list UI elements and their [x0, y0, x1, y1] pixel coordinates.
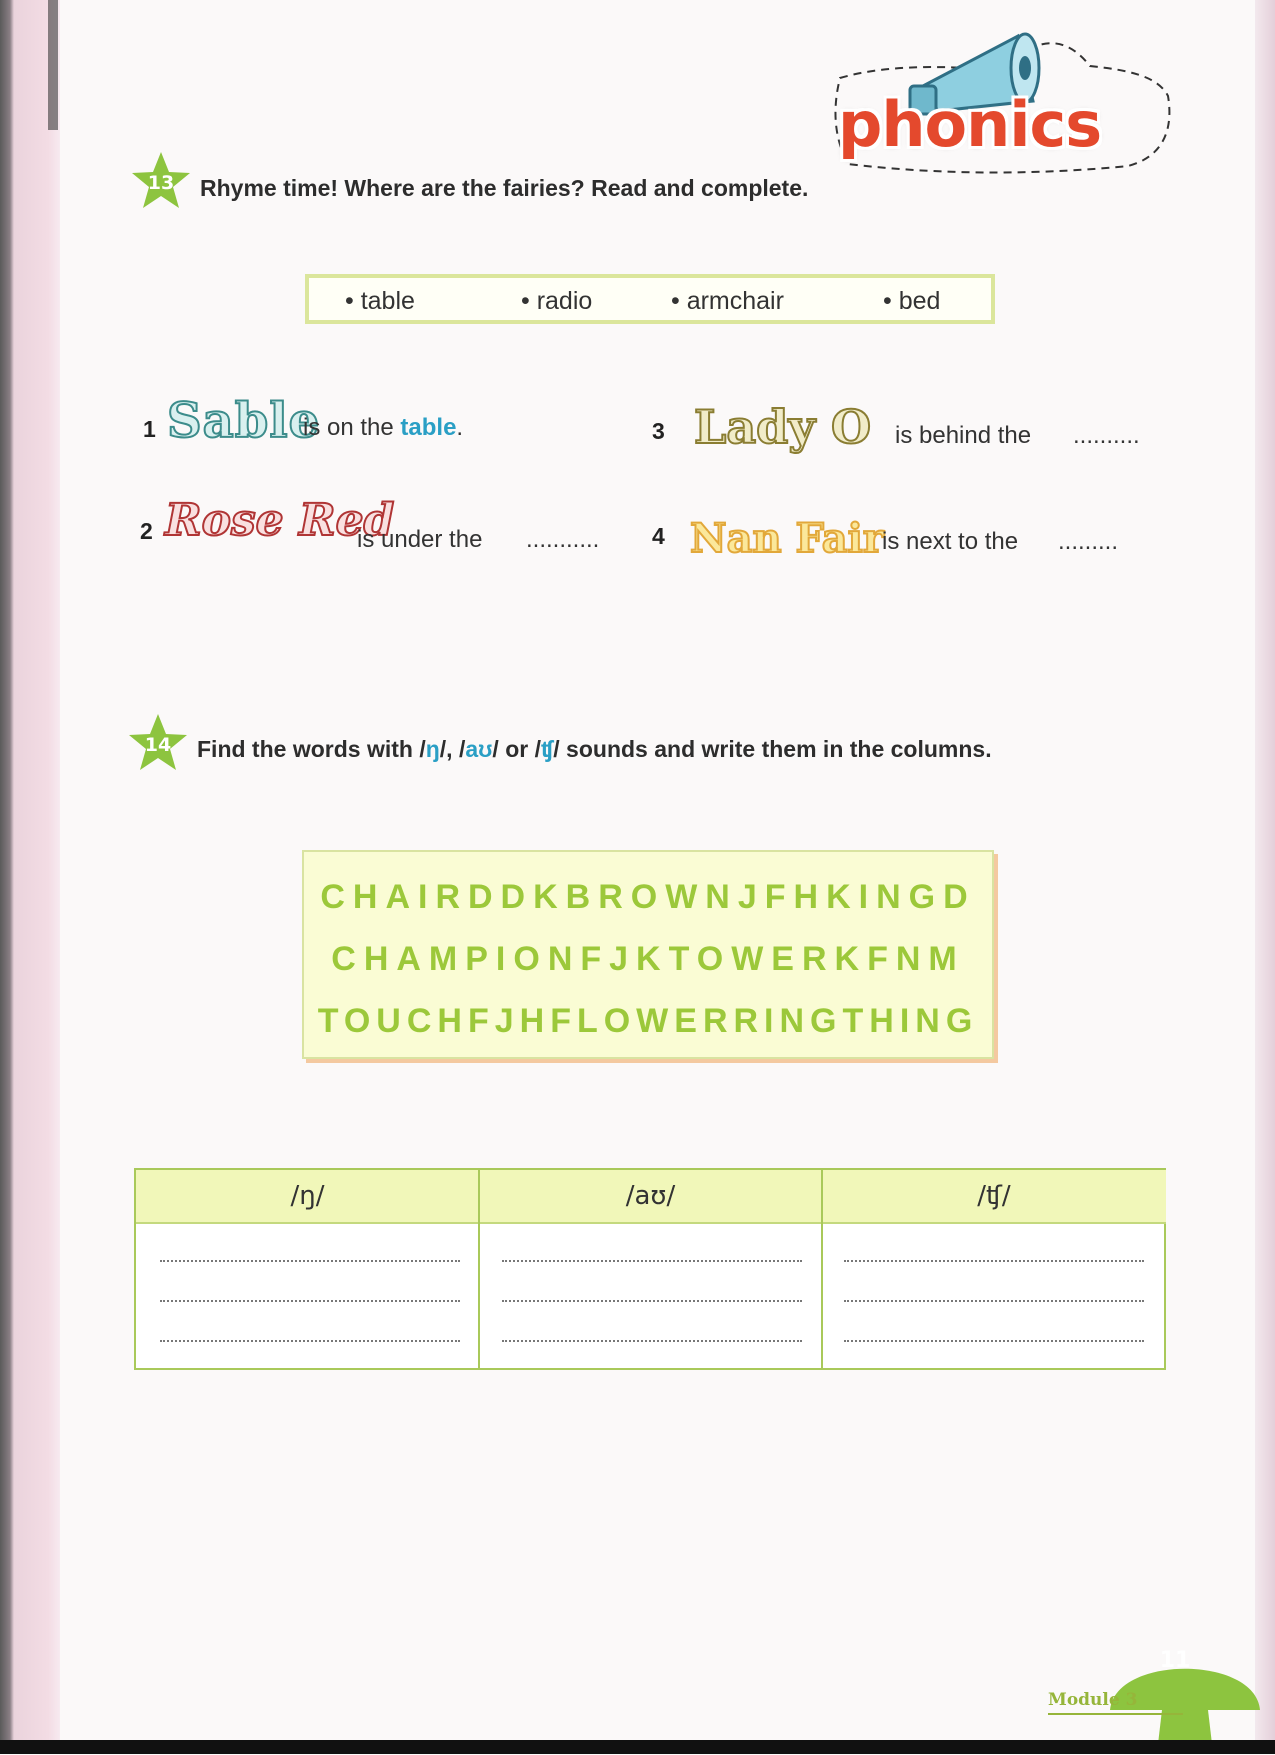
answer-line[interactable] — [160, 1340, 460, 1342]
page-binding-edge — [0, 0, 60, 1754]
answer-line[interactable] — [844, 1340, 1144, 1342]
fairy-name-sable: Sable — [167, 393, 321, 449]
exercise-13-badge: 13 — [130, 150, 192, 212]
fairy-name-rose-red: Rose Red — [165, 495, 395, 546]
answer-blank[interactable]: ......... — [1058, 528, 1119, 555]
sentence-text: is under the — [357, 526, 483, 553]
sentence-text: is next to the — [882, 528, 1019, 555]
sentence-number: 2 — [140, 518, 153, 544]
column-divider — [478, 1170, 480, 1368]
word-box-item: • table — [345, 287, 415, 315]
answer-line[interactable] — [502, 1300, 802, 1302]
sentence-end: . — [456, 414, 464, 441]
sentence-answer: table — [400, 414, 457, 441]
word-search-grid — [302, 850, 994, 1059]
answer-line[interactable] — [502, 1260, 802, 1262]
grid-row: CHAIRDDKBROWNJFHKINGD — [320, 878, 976, 916]
answer-line[interactable] — [844, 1260, 1144, 1262]
module-underline — [1048, 1713, 1183, 1715]
exercise-14-instruction: Find the words with /ŋ/, /aʊ/ or /ʧ/ sounds and write them in the columns. — [197, 736, 992, 762]
phonics-logo-text: phonics — [838, 88, 1102, 161]
grid-row: TOUCHFJHFLOWERRINGTHING — [317, 1002, 979, 1040]
answer-line[interactable] — [160, 1260, 460, 1262]
column-divider — [821, 1170, 823, 1368]
answer-blank[interactable]: .......... — [1073, 422, 1140, 449]
word-box-item: • radio — [521, 287, 593, 315]
sound-columns-table — [134, 1168, 1166, 1370]
page-number: 11 — [1159, 1648, 1191, 1673]
answer-line[interactable] — [502, 1340, 802, 1342]
page-right-edge — [1255, 0, 1275, 1754]
answer-line[interactable] — [160, 1300, 460, 1302]
sentence-text: is behind the — [895, 422, 1032, 449]
sentence-1-text — [303, 414, 463, 442]
word-box — [305, 274, 995, 324]
sentence-number: 4 — [652, 523, 665, 549]
exercise-14-badge: 14 — [127, 712, 189, 774]
page-bottom-edge — [0, 1740, 1275, 1754]
sentence-number: 3 — [652, 418, 665, 444]
sentence-number: 1 — [143, 416, 156, 442]
answer-blank[interactable]: ........... — [526, 526, 600, 553]
fairy-name-lady-o: Lady O — [694, 400, 872, 454]
word-box-item: • bed — [883, 287, 941, 315]
sentence-text: is on the — [303, 414, 394, 441]
answer-line[interactable] — [844, 1300, 1144, 1302]
column-header-ng: /ŋ/ — [136, 1170, 479, 1224]
column-header-au: /aʊ/ — [479, 1170, 822, 1224]
column-header-ch: /ʧ/ — [822, 1170, 1166, 1224]
word-box-item: • armchair — [671, 287, 784, 315]
page-binding-shadow — [48, 0, 58, 130]
exercise-13-instruction: Rhyme time! Where are the fairies? Read and complete. — [200, 175, 809, 201]
fairy-name-nan-fair: Nan Fair — [690, 515, 884, 562]
module-label: Module 3 — [1048, 1690, 1138, 1710]
grid-row: CHAMPIONFJKTOWERKFNM — [331, 940, 965, 978]
